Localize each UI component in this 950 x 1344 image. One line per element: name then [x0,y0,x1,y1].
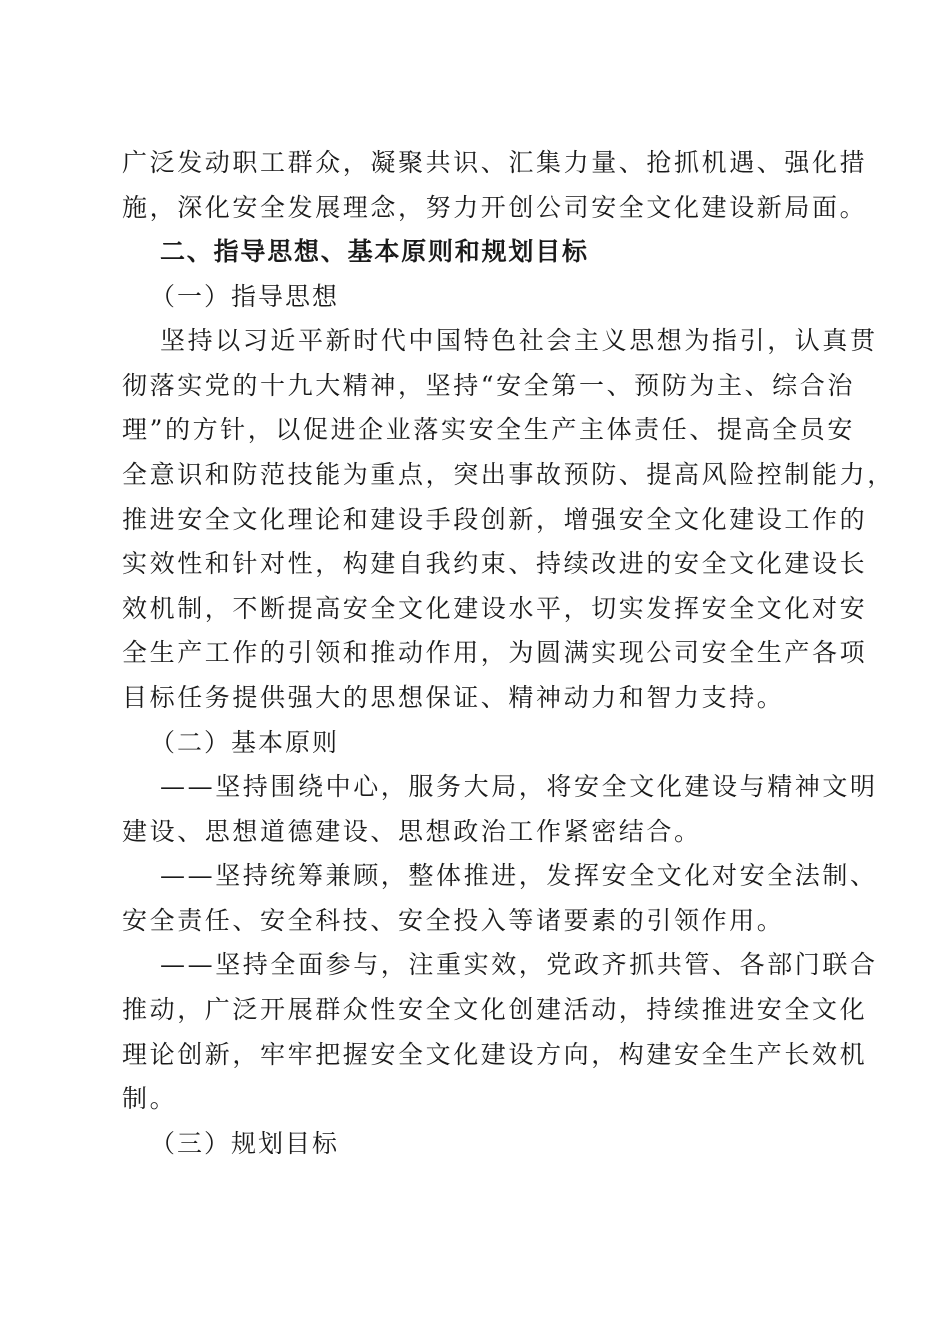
paragraph-line: 目标任务提供强大的思想保证、精神动力和智力支持。 [122,683,785,712]
paragraph-line: 理”的方针，以促进企业落实安全生产主体责任、提高全员安 [122,415,855,444]
paragraph-line: ——坚持全面参与，注重实效，党政齐抓共管、各部门联合 [160,950,878,979]
subsection-heading: （三）规划目标 [150,1129,340,1158]
paragraph-line: 建设、思想道德建设、思想政治工作紧密结合。 [122,817,702,846]
paragraph-line: ——坚持统筹兼顾，整体推进，发挥安全文化对安全法制、 [160,861,878,890]
subsection-heading: （一）指导思想 [150,282,340,311]
paragraph-line: 施，深化安全发展理念，努力开创公司安全文化建设新局面。 [122,193,868,222]
paragraph-line: 坚持以习近平新时代中国特色社会主义思想为指引，认真贯 [160,326,878,355]
paragraph-line: 推动，广泛开展群众性安全文化创建活动，持续推进安全文化 [122,995,868,1024]
paragraph-line: 推进安全文化理论和建设手段创新，增强安全文化建设工作的 [122,505,868,534]
paragraph-line: 实效性和针对性，构建自我约束、持续改进的安全文化建设长 [122,549,868,578]
paragraph-line: 全生产工作的引领和推动作用，为圆满实现公司安全生产各项 [122,638,868,667]
subsection-heading: （二）基本原则 [150,728,340,757]
paragraph-line: 彻落实党的十九大精神，坚持“安全第一、预防为主、综合治 [122,371,855,400]
section-heading: 二、指导思想、基本原则和规划目标 [160,237,589,266]
paragraph-line: 理论创新，牢牢把握安全文化建设方向，构建安全生产长效机 [122,1040,868,1069]
paragraph-line: 安全责任、安全科技、安全投入等诸要素的引领作用。 [122,906,785,935]
paragraph-line: 效机制，不断提高安全文化建设水平，切实发挥安全文化对安 [122,594,868,623]
paragraph-line: 制。 [122,1084,178,1113]
paragraph-line: 全意识和防范技能为重点，突出事故预防、提高风险控制能力， [122,460,895,489]
paragraph-line: 广泛发动职工群众，凝聚共识、汇集力量、抢抓机遇、强化措 [122,148,868,177]
paragraph-line: ——坚持围绕中心，服务大局，将安全文化建设与精神文明 [160,772,878,801]
